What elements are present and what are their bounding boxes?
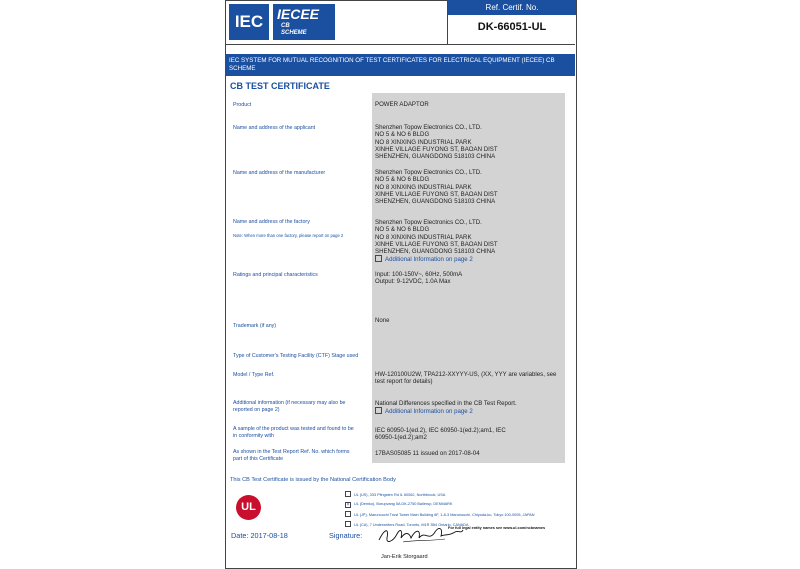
model-label: Model / Type Ref. [233,372,275,378]
ul-office-checkbox[interactable] [345,491,351,497]
applicant-label: Name and address of the applicant [233,125,316,131]
trademark-value: None [375,317,390,324]
factory-additional-text: Additional Information on page 2 [385,256,473,264]
ul-office-checkbox-checked[interactable]: × [346,502,350,508]
signature-label: Signature: [329,531,363,540]
additional-info-checkbox[interactable] [375,407,382,414]
factory-label: Name and address of the factory [233,219,310,225]
cb-scheme-logo-text: CB SCHEME [281,23,307,36]
iecee-cb-scheme-logo [273,4,335,40]
issue-date-value: 2017-08-18 [250,531,288,540]
manufacturer-label: Name and address of the manufacturer [233,170,326,176]
trademark-label: Trademark (if any) [233,323,277,329]
factory-address: Shenzhen Topow Electronics CO., LTD. NO 5 & NO 6 BLDG NO 8 XINXING INDUSTRIAL PARK XINHE VILLAGE FUYONG ST, BAOAN DIST SHENZHEN, GUANGDONG 518103 CHINA Additional Information on page 2 [375,219,498,264]
sample-conformity-value: IEC 60950-1(ed.2), IEC 60950-1(ed.2);am1, IEC 60950-1(ed.2);am2 [375,427,506,442]
additional-info-check-text: Additional Information on page 2 [385,408,473,416]
ul-office-checkbox[interactable] [345,521,351,527]
certificate [225,0,577,569]
ref-certificate-label: Ref. Certif. No. [448,0,576,15]
ref-certificate-box [447,0,576,44]
iecee-logo-text: IECEE [277,6,320,22]
ref-certificate-number: DK-66051-UL [477,21,547,33]
model-value: HW-120100U2W, TPA212-XXYYY-US, (XX, YYY are variables, see test report for details) [375,371,557,386]
ul-office-item: UL (CA), 7 Underwriters Road, Toronto, M1R 3B4 Ontario, CANADA [345,521,571,531]
signer-name: Jan-Erik Storgaard [381,554,428,560]
ratings-value: Input: 100-150V~, 60Hz, 500mA Output: 9-12VDC, 1.0A Max [375,271,463,286]
applicant-address: Shenzhen Topow Electronics CO., LTD. NO 5 & NO 6 BLDG NO 8 XINXING INDUSTRIAL PARK XINHE VILLAGE FUYONG ST, BAOAN DIST SHENZHEN, GUANGDONG 518103 CHINA [375,124,498,161]
test-report-value: 17BAS05085 11 issued on 2017-08-04 [375,450,480,457]
ctf-stage-label: Type of Customer's Testing Facility (CTF) Stage used [233,353,359,359]
ul-office-item: × UL (Demko), Borupvang 5A DK-2750 Ballerup, DENMARK [346,502,453,508]
legal-entity-note: For full legal entity names see www.ul.com/ncbnames [448,526,546,530]
additional-info-label: Additional information (if necessary may also be reported on page 2) [233,400,346,413]
issue-date: Date: 2017-08-18 [231,531,288,540]
iecee-system-banner: IEC SYSTEM FOR MUTUAL RECOGNITION OF TEST CERTIFICATES FOR ELECTRICAL EQUIPMENT (IECEE) CB SCHEME [225,54,575,76]
factory-note: Note: When more than one factory, please report on page 2 [233,233,344,238]
iec-logo: IEC [229,4,269,40]
product-label: Product [233,102,252,108]
issued-by-note: This CB Test Certificate is issued by the National Certification Body [230,477,396,483]
ul-office-item: UL (JP), Marunouchi Trust Tower Main Building 6F, 1-8-3 Marunouchi, Chiyoda-ku, Tokyo 100-0005, JAPAN [345,511,571,521]
manufacturer-address: Shenzhen Topow Electronics CO., LTD. NO 5 & NO 6 BLDG NO 8 XINXING INDUSTRIAL PARK XINHE VILLAGE FUYONG ST, BAOAN DIST SHENZHEN, GUANGDONG 518103 CHINA [375,169,498,206]
certificate-title: CB TEST CERTIFICATE [230,81,330,91]
ul-logo: UL [236,495,261,520]
ul-office-checkbox[interactable] [345,511,351,517]
certificate-header [225,0,575,45]
test-report-label: As shown in the Test Report Ref. No. which forms part of this Certificate [233,449,350,462]
factory-additional-checkbox[interactable] [375,255,382,262]
product-value: POWER ADAPTOR [375,101,429,108]
ul-office-item: UL (US), 333 Pfingsten Rd IL 60062, Northbrook, USA [345,491,571,501]
handwritten-signature [375,524,465,548]
ratings-label: Ratings and principal characteristics [233,272,318,278]
additional-info-value: National Differences specified in the CB Test Report. Additional Information on page 2 [375,400,517,416]
sample-conformity-label: A sample of the product was tested and found to be in conformity with [233,426,354,439]
